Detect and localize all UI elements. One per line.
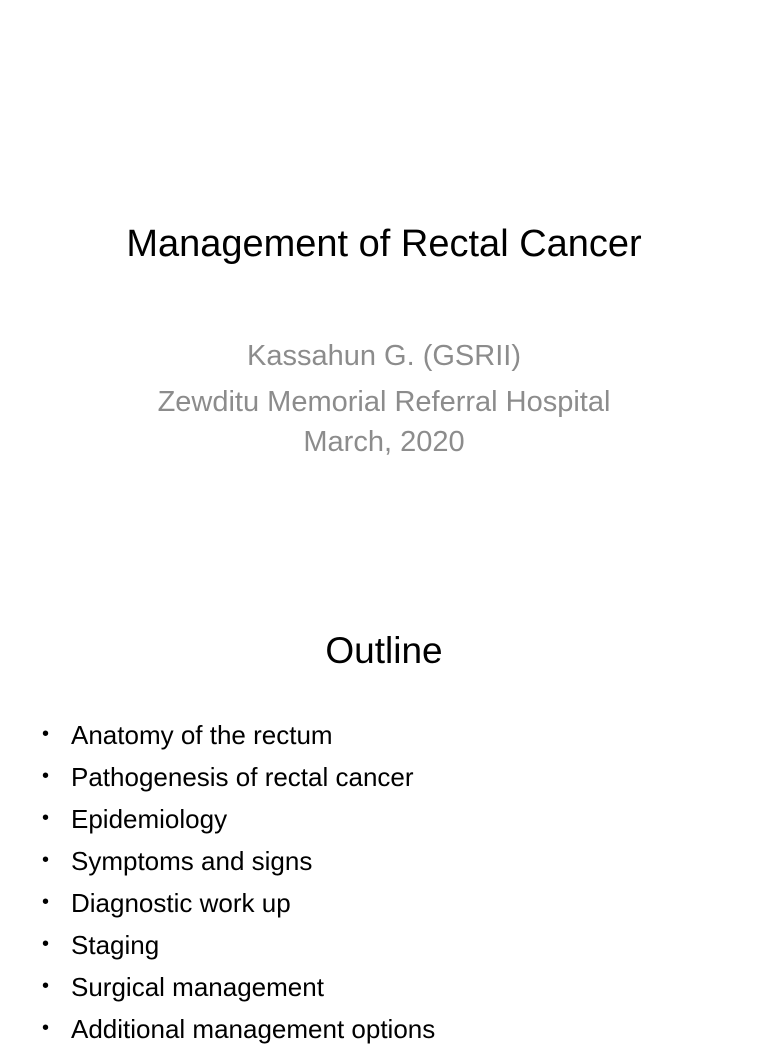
bullet-icon: • [42,723,50,745]
outline-item: • Pathogenesis of rectal cancer [42,756,742,798]
bullet-icon: • [42,891,50,913]
outline-item: • Symptoms and signs [42,840,742,882]
bullet-icon: • [42,1017,50,1039]
bullet-icon: • [42,807,50,829]
outline-list [42,714,742,1050]
outline-item: • Epidemiology [42,798,742,840]
presentation-subtitle [0,334,768,464]
outline-slide [0,576,768,1044]
outline-item: • Diagnostic work up [42,882,742,924]
presentation-date: March, 2020 [303,426,465,458]
outline-title: Outline [325,630,443,671]
outline-item: • Staging [42,924,742,966]
bullet-icon: • [42,849,50,871]
outline-item: • Surgical management [42,966,742,1008]
outline-item: • Additional management options [42,1008,742,1050]
bullet-icon: • [42,933,50,955]
presenter-name: Kassahun G. (GSRII) [247,340,521,372]
outline-item: • Anatomy of the rectum [42,714,742,756]
bullet-icon: • [42,765,50,787]
institution-name: Zewditu Memorial Referral Hospital [157,386,611,418]
presentation-title: Management of Rectal Cancer [126,223,642,265]
bullet-icon: • [42,975,50,997]
